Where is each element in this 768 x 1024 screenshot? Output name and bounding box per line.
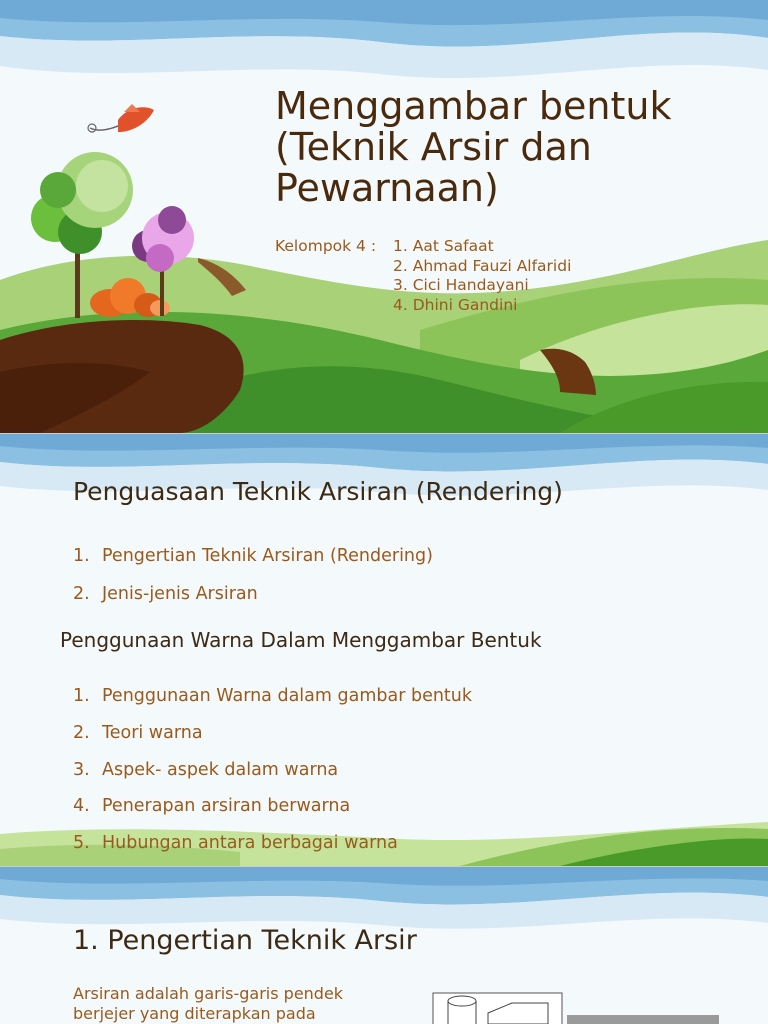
list-item: 2. Jenis-jenis Arsiran — [73, 584, 258, 604]
slide-title — [0, 0, 768, 433]
slide-subheading: Penggunaan Warna Dalam Menggambar Bentuk — [60, 628, 542, 652]
body-text: Arsiran adalah garis-garis pendek berjejer yang diterapkan pada — [73, 984, 344, 1023]
slide-heading: Penguasaan Teknik Arsiran (Rendering) — [73, 477, 563, 506]
slide-heading: 1. Pengertian Teknik Arsir — [73, 925, 417, 956]
bird-icon — [88, 104, 154, 132]
member-item: 3. Cici Handayani — [393, 276, 529, 295]
slide-title-text: Menggambar bentuk (Teknik Arsir dan Pewarnaan) — [275, 84, 672, 210]
group-members — [275, 237, 755, 316]
slide-outline — [0, 434, 768, 866]
shading-illustration — [433, 993, 719, 1024]
list-item: 1. Penggunaan Warna dalam gambar bentuk — [73, 686, 473, 706]
member-item: 4. Dhini Gandini — [393, 296, 518, 315]
member-item: 2. Ahmad Fauzi Alfaridi — [393, 256, 572, 275]
list-item: 4. Penerapan arsiran berwarna — [73, 796, 351, 816]
slide-content — [0, 867, 768, 1024]
list-item: 2. Teori warna — [73, 723, 203, 743]
list-item: 3. Aspek- aspek dalam warna — [73, 760, 339, 780]
member-item: 1. Aat Safaat — [393, 237, 494, 255]
list-item: 1. Pengertian Teknik Arsiran (Rendering) — [73, 546, 433, 566]
group-label: Kelompok 4 : — [275, 237, 377, 255]
slide-background — [0, 0, 768, 433]
list-item: 5. Hubungan antara berbagai warna — [73, 833, 398, 853]
